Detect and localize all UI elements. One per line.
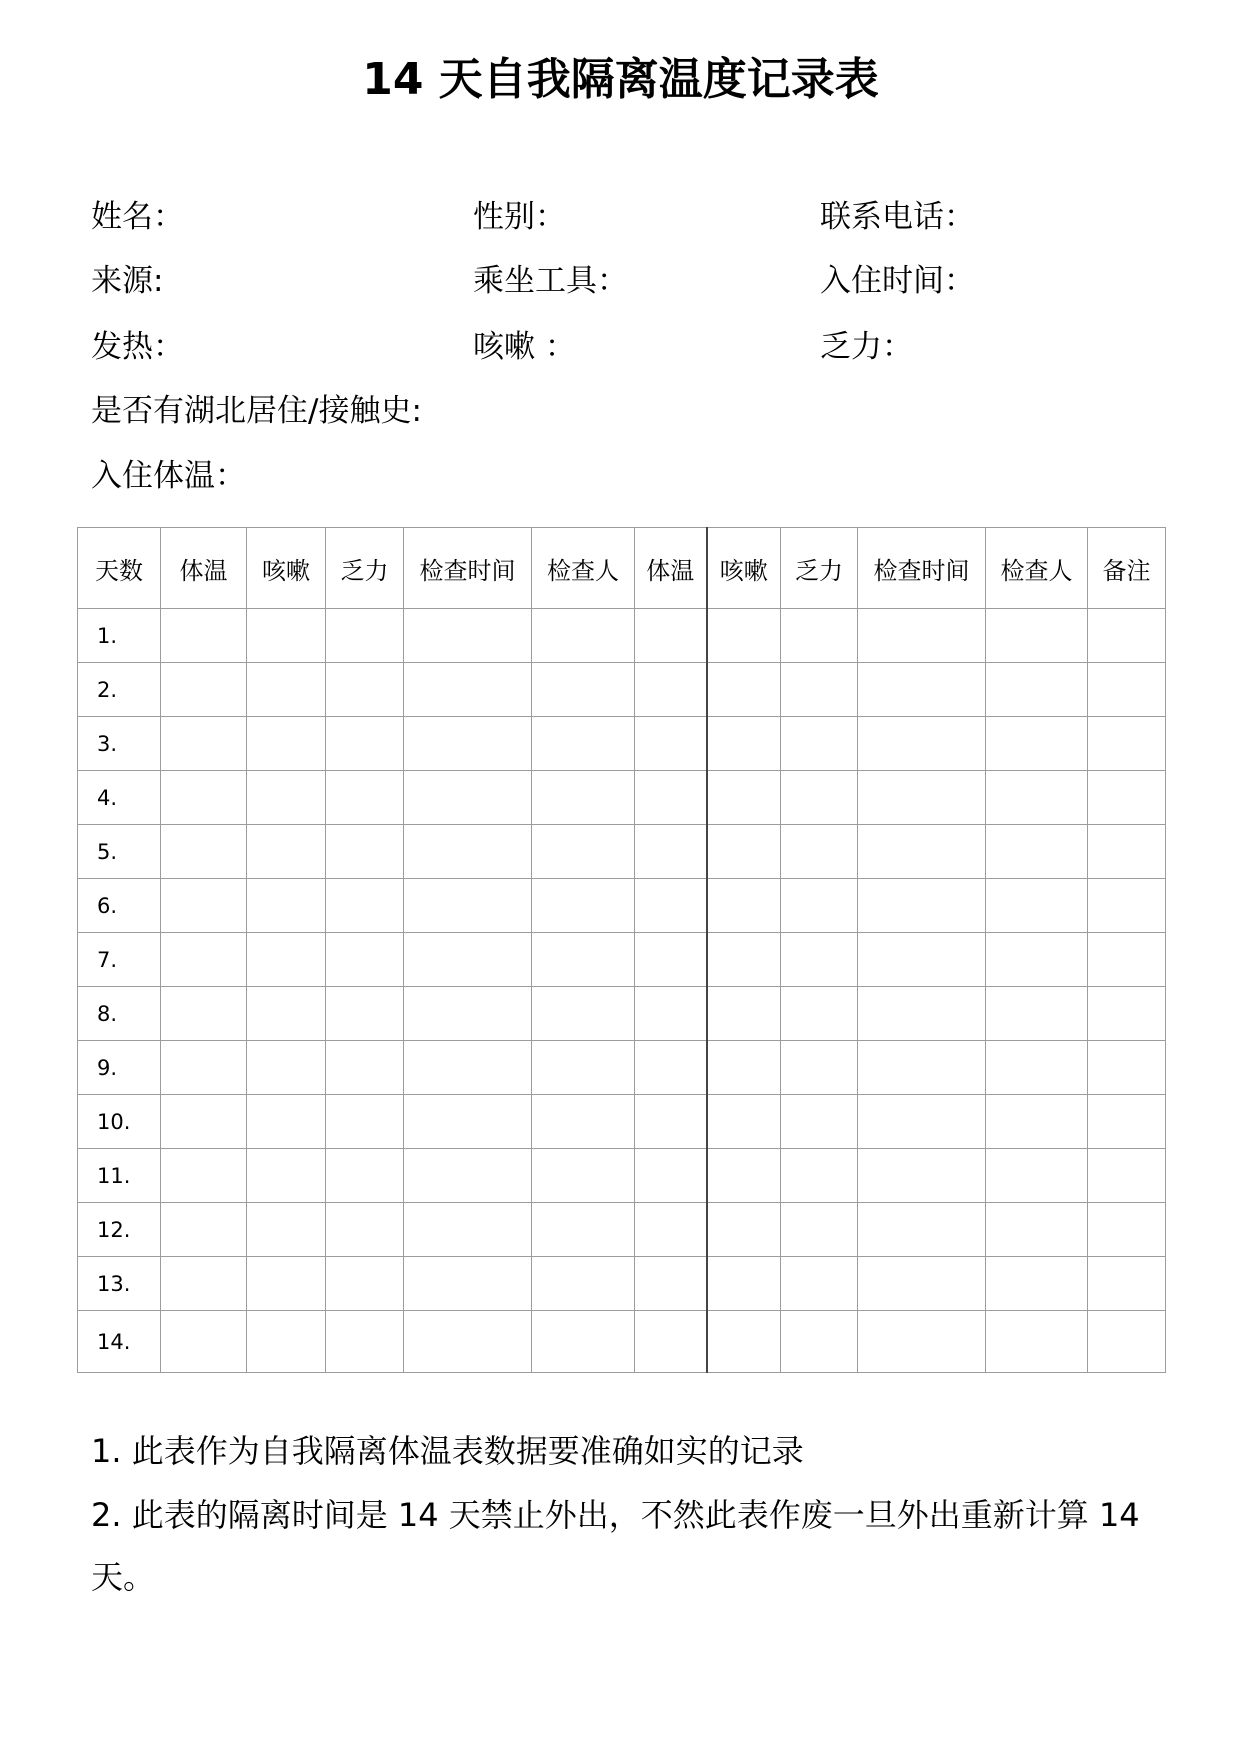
table-row: [78, 717, 1166, 771]
check-time-2-cell: [858, 825, 986, 879]
cough-1-cell: [247, 933, 326, 987]
day-number-cell: 5.: [78, 825, 161, 879]
checker-2-cell: [986, 1311, 1088, 1373]
check-time-2-cell: [858, 987, 986, 1041]
fatigue-2-cell: [781, 933, 858, 987]
remarks-cell: [1088, 609, 1166, 663]
checker-2-cell: [986, 879, 1088, 933]
day-number-cell: 2.: [78, 663, 161, 717]
checker-2-cell: [986, 1095, 1088, 1149]
remarks-cell: [1088, 987, 1166, 1041]
fatigue-2-cell: [781, 1149, 858, 1203]
checker-1-cell: [532, 933, 635, 987]
cough-1-cell: [247, 1257, 326, 1311]
temperature-1-cell: [161, 663, 247, 717]
header-checker-2: 检查人: [986, 528, 1088, 609]
temperature-record-table: [77, 527, 1166, 1373]
day-number-cell: 1.: [78, 609, 161, 663]
temperature-2-cell: [635, 717, 707, 771]
temperature-2-cell: [635, 825, 707, 879]
check-time-2-cell: [858, 717, 986, 771]
check-time-1-cell: [404, 987, 532, 1041]
checker-1-cell: [532, 771, 635, 825]
fever-label: 发热：: [91, 329, 184, 365]
temperature-1-cell: [161, 933, 247, 987]
phone-label: 联系电话：: [820, 199, 975, 235]
day-number-cell: 4.: [78, 771, 161, 825]
remarks-cell: [1088, 717, 1166, 771]
note-line-2: 2. 此表的隔离时间是 14 天禁止外出，不然此表作废一旦外出重新计算 14: [91, 1496, 1140, 1534]
check-time-1-cell: [404, 1257, 532, 1311]
fatigue-1-cell: [326, 771, 404, 825]
check-time-2-cell: [858, 1203, 986, 1257]
fatigue-1-cell: [326, 609, 404, 663]
header-row: [78, 528, 1166, 609]
temperature-1-cell: [161, 1311, 247, 1373]
fatigue-1-cell: [326, 1095, 404, 1149]
temperature-2-cell: [635, 663, 707, 717]
temperature-1-cell: [161, 771, 247, 825]
table-row: [78, 609, 1166, 663]
cough-1-cell: [247, 1149, 326, 1203]
temperature-1-cell: [161, 1041, 247, 1095]
header-cough-2: 咳嗽: [707, 528, 781, 609]
remarks-cell: [1088, 1311, 1166, 1373]
check-time-1-cell: [404, 663, 532, 717]
fatigue-2-cell: [781, 987, 858, 1041]
checker-1-cell: [532, 1149, 635, 1203]
table-row: [78, 1311, 1166, 1373]
remarks-cell: [1088, 1095, 1166, 1149]
temperature-1-cell: [161, 987, 247, 1041]
cough-2-cell: [707, 933, 781, 987]
checker-1-cell: [532, 663, 635, 717]
temperature-1-cell: [161, 1257, 247, 1311]
checker-2-cell: [986, 609, 1088, 663]
checker-2-cell: [986, 825, 1088, 879]
checker-2-cell: [986, 1257, 1088, 1311]
table-row: [78, 771, 1166, 825]
check-time-2-cell: [858, 879, 986, 933]
temperature-1-cell: [161, 879, 247, 933]
header-remarks: 备注: [1088, 528, 1166, 609]
cough-1-cell: [247, 1311, 326, 1373]
day-number-cell: 8.: [78, 987, 161, 1041]
checker-2-cell: [986, 933, 1088, 987]
table-row: [78, 1203, 1166, 1257]
fatigue-1-cell: [326, 1203, 404, 1257]
fatigue-2-cell: [781, 1203, 858, 1257]
cough-2-cell: [707, 825, 781, 879]
checker-2-cell: [986, 1149, 1088, 1203]
cough-2-cell: [707, 609, 781, 663]
checker-2-cell: [986, 771, 1088, 825]
fatigue-2-cell: [781, 879, 858, 933]
header-cough-1: 咳嗽: [247, 528, 326, 609]
temperature-1-cell: [161, 1149, 247, 1203]
checkin-temperature-label: 入住体温：: [91, 458, 246, 494]
header-check-time-1: 检查时间: [404, 528, 532, 609]
cough-label: 咳嗽 ：: [473, 329, 576, 365]
note-line-3: 天。: [91, 1558, 156, 1596]
checker-2-cell: [986, 1041, 1088, 1095]
remarks-cell: [1088, 1041, 1166, 1095]
check-time-2-cell: [858, 1095, 986, 1149]
fatigue-1-cell: [326, 879, 404, 933]
remarks-cell: [1088, 663, 1166, 717]
day-number-cell: 3.: [78, 717, 161, 771]
checker-1-cell: [532, 1203, 635, 1257]
table-row: [78, 825, 1166, 879]
temperature-2-cell: [635, 1203, 707, 1257]
remarks-cell: [1088, 1149, 1166, 1203]
header-fatigue-2: 乏力: [781, 528, 858, 609]
fatigue-2-cell: [781, 609, 858, 663]
check-time-1-cell: [404, 717, 532, 771]
cough-2-cell: [707, 1257, 781, 1311]
table-row: [78, 1095, 1166, 1149]
fatigue-2-cell: [781, 1257, 858, 1311]
temperature-2-cell: [635, 879, 707, 933]
header-fatigue-1: 乏力: [326, 528, 404, 609]
fatigue-1-cell: [326, 717, 404, 771]
cough-1-cell: [247, 717, 326, 771]
name-label: 姓名：: [91, 199, 184, 235]
remarks-cell: [1088, 1203, 1166, 1257]
checker-1-cell: [532, 879, 635, 933]
check-time-2-cell: [858, 933, 986, 987]
table-header: [78, 528, 1166, 609]
check-time-1-cell: [404, 1149, 532, 1203]
temperature-2-cell: [635, 987, 707, 1041]
cough-1-cell: [247, 1095, 326, 1149]
fatigue-2-cell: [781, 1311, 858, 1373]
temperature-2-cell: [635, 1149, 707, 1203]
temperature-2-cell: [635, 1041, 707, 1095]
table-body: [78, 609, 1166, 1373]
fatigue-1-cell: [326, 933, 404, 987]
cough-2-cell: [707, 987, 781, 1041]
checker-1-cell: [532, 609, 635, 663]
checker-1-cell: [532, 1257, 635, 1311]
fatigue-label: 乏力：: [820, 329, 913, 365]
table-row: [78, 1041, 1166, 1095]
table-row: [78, 1149, 1166, 1203]
checker-1-cell: [532, 825, 635, 879]
fatigue-1-cell: [326, 1041, 404, 1095]
remarks-cell: [1088, 825, 1166, 879]
temperature-2-cell: [635, 609, 707, 663]
cough-1-cell: [247, 771, 326, 825]
remarks-cell: [1088, 1257, 1166, 1311]
temperature-1-cell: [161, 609, 247, 663]
check-time-2-cell: [858, 1257, 986, 1311]
temperature-2-cell: [635, 771, 707, 825]
checker-1-cell: [532, 1041, 635, 1095]
cough-2-cell: [707, 663, 781, 717]
check-time-2-cell: [858, 771, 986, 825]
cough-1-cell: [247, 663, 326, 717]
fatigue-2-cell: [781, 825, 858, 879]
day-number-cell: 11.: [78, 1149, 161, 1203]
check-time-1-cell: [404, 879, 532, 933]
fatigue-1-cell: [326, 825, 404, 879]
check-time-2-cell: [858, 1041, 986, 1095]
check-time-1-cell: [404, 609, 532, 663]
cough-1-cell: [247, 825, 326, 879]
day-number-cell: 9.: [78, 1041, 161, 1095]
check-time-2-cell: [858, 663, 986, 717]
check-time-1-cell: [404, 1203, 532, 1257]
cough-1-cell: [247, 1041, 326, 1095]
fatigue-1-cell: [326, 987, 404, 1041]
cough-1-cell: [247, 1203, 326, 1257]
checker-1-cell: [532, 987, 635, 1041]
note-line-1: 1. 此表作为自我隔离体温表数据要准确如实的记录: [91, 1432, 804, 1470]
checker-1-cell: [532, 1095, 635, 1149]
check-time-1-cell: [404, 771, 532, 825]
day-number-cell: 13.: [78, 1257, 161, 1311]
fatigue-2-cell: [781, 1095, 858, 1149]
cough-2-cell: [707, 717, 781, 771]
checker-2-cell: [986, 663, 1088, 717]
cough-2-cell: [707, 771, 781, 825]
fatigue-1-cell: [326, 663, 404, 717]
header-temperature-2: 体温: [635, 528, 707, 609]
remarks-cell: [1088, 933, 1166, 987]
cough-1-cell: [247, 879, 326, 933]
remarks-cell: [1088, 879, 1166, 933]
day-number-cell: 12.: [78, 1203, 161, 1257]
table-row: [78, 1257, 1166, 1311]
fatigue-1-cell: [326, 1257, 404, 1311]
header-days: 天数: [78, 528, 161, 609]
temperature-1-cell: [161, 1203, 247, 1257]
header-temperature-1: 体温: [161, 528, 247, 609]
checker-2-cell: [986, 987, 1088, 1041]
temperature-1-cell: [161, 1095, 247, 1149]
cough-2-cell: [707, 1311, 781, 1373]
cough-1-cell: [247, 609, 326, 663]
fatigue-2-cell: [781, 663, 858, 717]
fatigue-2-cell: [781, 717, 858, 771]
check-time-2-cell: [858, 1149, 986, 1203]
day-number-cell: 6.: [78, 879, 161, 933]
temperature-2-cell: [635, 1095, 707, 1149]
fatigue-2-cell: [781, 771, 858, 825]
check-time-1-cell: [404, 1041, 532, 1095]
cough-2-cell: [707, 1041, 781, 1095]
checker-2-cell: [986, 1203, 1088, 1257]
fatigue-1-cell: [326, 1311, 404, 1373]
table-row: [78, 987, 1166, 1041]
day-number-cell: 14.: [78, 1311, 161, 1373]
day-number-cell: 10.: [78, 1095, 161, 1149]
checker-1-cell: [532, 1311, 635, 1373]
transport-label: 乘坐工具：: [473, 263, 628, 299]
temperature-1-cell: [161, 717, 247, 771]
fatigue-1-cell: [326, 1149, 404, 1203]
checker-1-cell: [532, 717, 635, 771]
check-time-1-cell: [404, 1311, 532, 1373]
form-title: 14 天自我隔离温度记录表: [362, 54, 879, 105]
table-row: [78, 933, 1166, 987]
header-check-time-2: 检查时间: [858, 528, 986, 609]
remarks-cell: [1088, 771, 1166, 825]
check-time-2-cell: [858, 1311, 986, 1373]
fatigue-2-cell: [781, 1041, 858, 1095]
gender-label: 性别：: [473, 199, 566, 235]
cough-2-cell: [707, 1095, 781, 1149]
table-row: [78, 663, 1166, 717]
checker-2-cell: [986, 717, 1088, 771]
cough-1-cell: [247, 987, 326, 1041]
table-row: [78, 879, 1166, 933]
cough-2-cell: [707, 1149, 781, 1203]
hubei-history-label: 是否有湖北居住/接触史:: [91, 393, 422, 429]
day-number-cell: 7.: [78, 933, 161, 987]
check-time-1-cell: [404, 1095, 532, 1149]
check-time-1-cell: [404, 933, 532, 987]
temperature-1-cell: [161, 825, 247, 879]
temperature-2-cell: [635, 1257, 707, 1311]
header-checker-1: 检查人: [532, 528, 635, 609]
checkin-time-label: 入住时间：: [820, 263, 975, 299]
cough-2-cell: [707, 879, 781, 933]
check-time-2-cell: [858, 609, 986, 663]
origin-label: 来源:: [91, 263, 164, 299]
check-time-1-cell: [404, 825, 532, 879]
temperature-2-cell: [635, 933, 707, 987]
cough-2-cell: [707, 1203, 781, 1257]
temperature-2-cell: [635, 1311, 707, 1373]
